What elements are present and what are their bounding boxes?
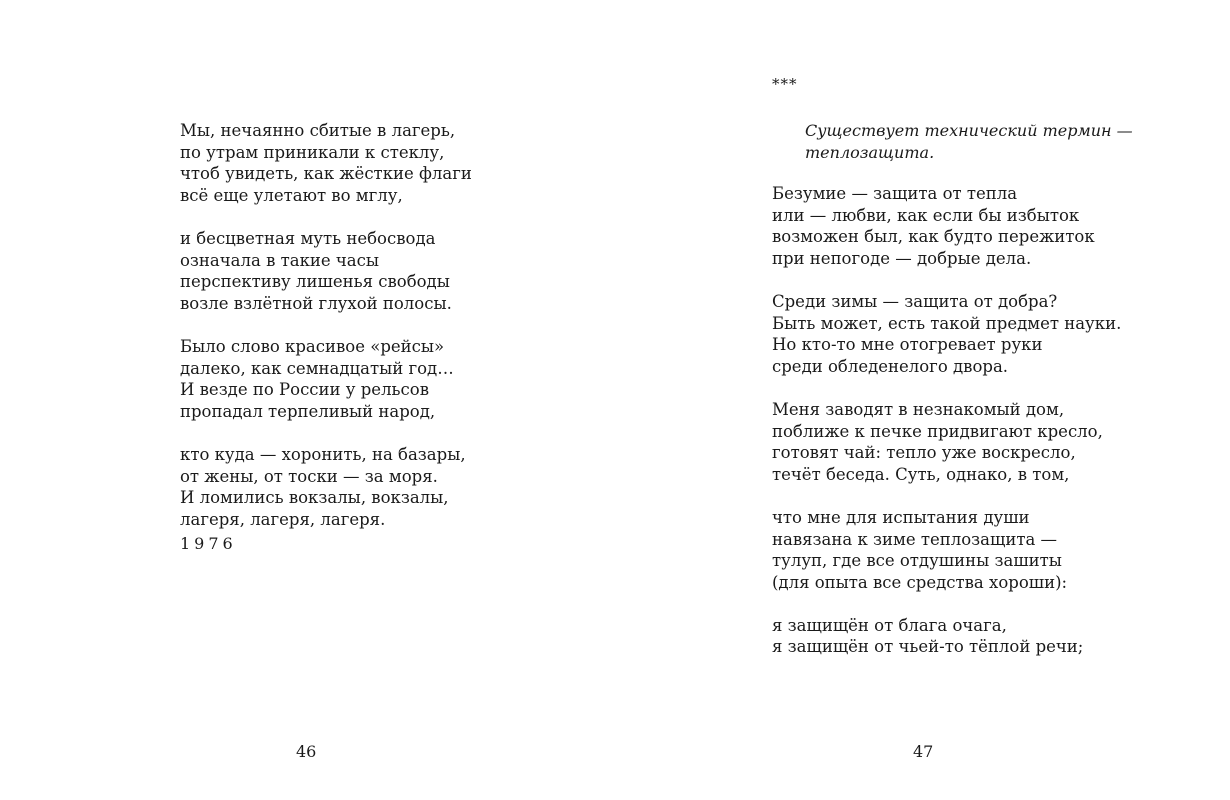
poem-line: навязана к зиме теплозащита — (772, 529, 1058, 549)
poem-line: (для опыта все средства хороши): (772, 572, 1068, 592)
stanza (180, 444, 472, 530)
poem-line: И везде по России у рельсов (180, 380, 429, 400)
poem-line: Меня заводят в незнакомый дом, (772, 399, 1065, 419)
stanza (772, 615, 1121, 658)
poem-line: или — любви, как если бы избыток (772, 205, 1080, 225)
section-break-stars: *** (772, 75, 798, 93)
poem-line: при непогоде — добрые дела. (772, 248, 1032, 268)
poem-line: поближе к печке придвигают кресло, (772, 421, 1103, 441)
stanza (772, 399, 1121, 485)
poem-line: И ломились вокзалы, вокзалы, (180, 488, 449, 508)
poem-line: чтоб увидеть, как жёсткие флаги (180, 164, 472, 184)
poem-line: Безумие — защита от тепла (772, 184, 1018, 203)
poem-line: Мы, нечаянно сбитые в лагерь, (180, 121, 456, 140)
poem-line: Быть может, есть такой предмет науки. (772, 313, 1122, 333)
poem-line: Было слово красивое «рейсы» (180, 336, 445, 356)
epigraph-line: Существует технический термин — (805, 121, 1133, 140)
poem-line: Среди зимы — защита от добра? (772, 291, 1058, 311)
poem-line: означала в такие часы (180, 250, 380, 270)
poem-line: по утрам приникали к стеклу, (180, 142, 445, 162)
poem-line: я защищён от чьей-то тёплой речи; (772, 637, 1084, 657)
poem-line: течёт беседа. Суть, однако, в том, (772, 464, 1070, 484)
poem-line: тулуп, где все отдушины зашиты (772, 551, 1062, 571)
page-number: 46 (296, 742, 317, 761)
poem-line: кто куда — хоронить, на базары, (180, 444, 466, 464)
epigraph-line: теплозащита. (805, 143, 935, 162)
poem-line: всё еще улетают во мглу, (180, 185, 403, 205)
poem-year: 1976 (180, 534, 237, 553)
stanza (772, 183, 1121, 269)
poem-line: пропадал терпеливый народ, (180, 401, 436, 421)
stanza (180, 120, 472, 206)
stanza (772, 291, 1121, 377)
stanza (180, 336, 472, 422)
page-number: 47 (913, 742, 934, 761)
poem-line: среди обледенелого двора. (772, 356, 1009, 376)
stanza (772, 507, 1121, 593)
poem-line: далеко, как семнадцатый год… (180, 358, 454, 378)
epigraph (805, 120, 1133, 164)
poem-line: от жены, от тоски — за моря. (180, 466, 438, 486)
poem-line: возможен был, как будто пережиток (772, 227, 1095, 247)
poem-line: я защищён от блага очага, (772, 615, 1007, 635)
poem-line: готовят чай: тепло уже воскресло, (772, 443, 1076, 463)
right-page (615, 0, 1230, 800)
poem-line: лагеря, лагеря, лагеря. (180, 509, 386, 529)
poem-line: Но кто-то мне отогревает руки (772, 335, 1043, 355)
poem-body (772, 183, 1121, 658)
poem-line: что мне для испытания души (772, 507, 1030, 527)
poem-line: возле взлётной глухой полосы. (180, 293, 452, 313)
poem-line: и бесцветная муть небосвода (180, 228, 436, 248)
poem-body (180, 120, 472, 530)
poem-line: перспективу лишенья свободы (180, 272, 450, 292)
stanza (180, 228, 472, 314)
